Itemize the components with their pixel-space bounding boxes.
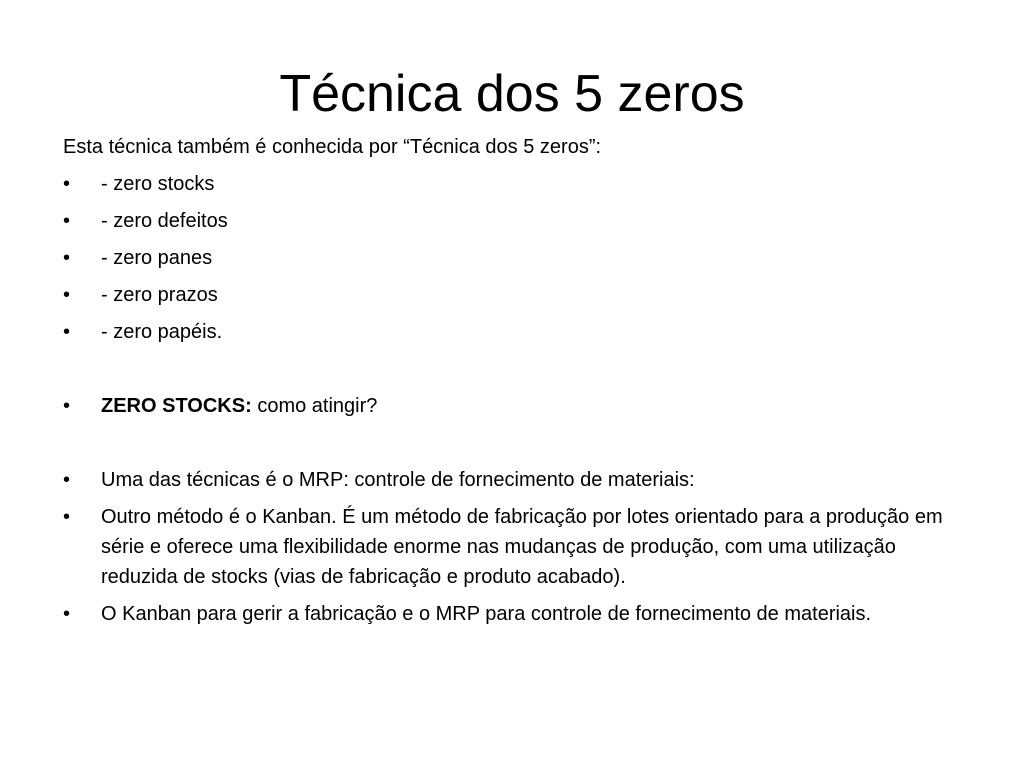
bullet-icon: • xyxy=(63,506,71,528)
bullet-icon: • xyxy=(63,469,71,491)
list-item-text: O Kanban para gerir a fabricação e o MRP para controle de fornecimento de materiais. xyxy=(101,603,872,625)
slide-title: Técnica dos 5 zeros xyxy=(279,65,745,123)
zero-stocks-label: ZERO STOCKS: xyxy=(101,395,252,417)
bullet-icon: • xyxy=(63,284,71,306)
list-item xyxy=(63,317,963,347)
list-item-text: Outro método é o Kanban. É um método de fabricação por lotes orientado para a produção em série e oferece uma flexibilidade enorme nas mudanças de produção, com uma utilização reduzida de stocks (vias de fabricação e produto acabado). xyxy=(101,506,943,588)
list-item xyxy=(63,599,963,629)
list-item xyxy=(63,465,963,495)
list-item-text: Uma das técnicas é o MRP: controle de fornecimento de materiais: xyxy=(101,469,695,491)
slide-body xyxy=(63,132,963,636)
zero-stocks-text: como atingir? xyxy=(251,395,378,417)
list-item-text: - zero stocks xyxy=(101,173,215,195)
list-item xyxy=(63,502,963,592)
zeros-list xyxy=(63,169,963,347)
bullet-icon: • xyxy=(63,395,71,417)
bullet-icon: • xyxy=(63,173,71,195)
list-item-text: - zero defeitos xyxy=(101,210,228,232)
spacer xyxy=(63,428,963,465)
bullet-icon: • xyxy=(63,603,71,625)
list-item xyxy=(63,243,963,273)
list-item xyxy=(63,206,963,236)
list-item xyxy=(63,391,963,421)
list-item-text: - zero prazos xyxy=(101,284,218,306)
methods-list xyxy=(63,465,963,629)
zero-stocks-list xyxy=(63,391,963,421)
bullet-icon: • xyxy=(63,247,71,269)
spacer xyxy=(63,354,963,391)
list-item xyxy=(63,280,963,310)
bullet-icon: • xyxy=(63,210,71,232)
bullet-icon: • xyxy=(63,321,71,343)
list-item-text: - zero papéis. xyxy=(101,321,223,343)
intro-text: Esta técnica também é conhecida por “Técnica dos 5 zeros”: xyxy=(63,136,602,158)
list-item-text: - zero panes xyxy=(101,247,213,269)
list-item xyxy=(63,169,963,199)
